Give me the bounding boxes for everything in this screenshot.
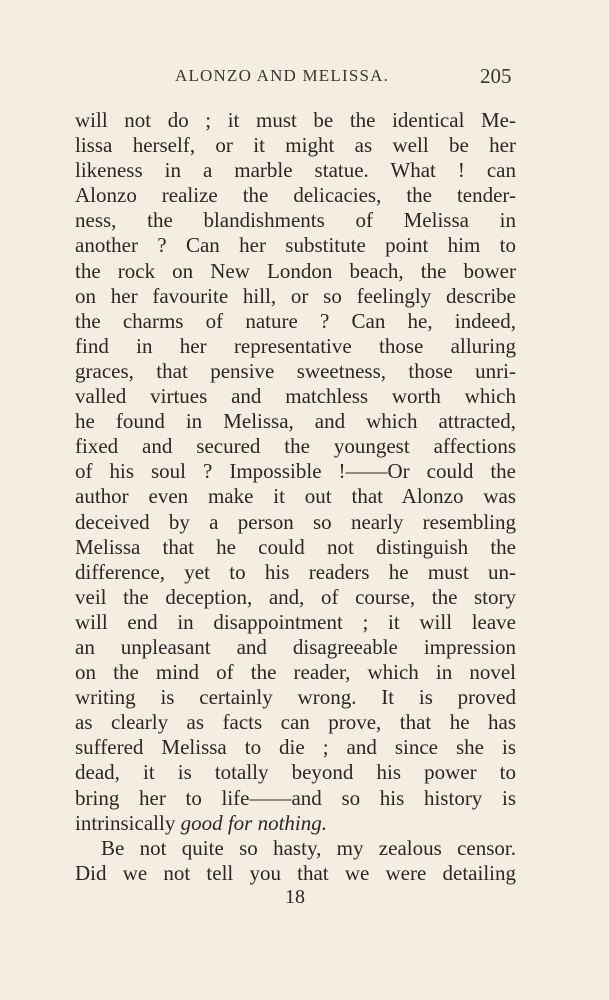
text-line: the rock on New London beach, the bower	[75, 258, 516, 283]
text-line: bring her to life——and so his history is	[75, 785, 516, 810]
text-line: fixed and secured the youngest affections	[75, 434, 516, 459]
page-number: 205	[480, 64, 512, 88]
text-line: an unpleasant and disagreeable impression	[75, 634, 516, 659]
text-line: another ? Can her substitute point him to	[75, 233, 516, 258]
text-line: difference, yet to his readers he must un-	[75, 559, 516, 584]
text-line: on her favourite hill, or so feelingly describe	[75, 283, 516, 308]
italic-phrase: good for nothing.	[180, 810, 328, 835]
printer-signature: 18	[285, 886, 305, 908]
paragraph-end-line	[75, 811, 516, 836]
text-line: likeness in a marble statue. What ! can	[75, 158, 516, 183]
text-line: deceived by a person so nearly resembling	[75, 509, 516, 534]
text-line: valled virtues and matchless worth which	[75, 384, 516, 409]
text-line: graces, that pensive sweetness, those unri-	[75, 358, 516, 383]
text-line: will end in disappointment ; it will leave	[75, 609, 516, 634]
text-line: writing is certainly wrong. It is proved	[75, 685, 516, 710]
body-text	[75, 108, 516, 886]
text-line: of his soul ? Impossible !——Or could the	[75, 459, 516, 484]
text-line: Did we not tell you that we were detailing	[75, 860, 516, 885]
text-line: suffered Melissa to die ; and since she is	[75, 735, 516, 760]
text-line: author even make it out that Alonzo was	[75, 484, 516, 509]
text-run: intrinsically	[75, 810, 181, 835]
running-head: ALONZO AND MELISSA.	[175, 66, 390, 85]
text-line: will not do ; it must be the identical Me-	[75, 108, 516, 132]
text-line: ness, the blandishments of Melissa in	[75, 208, 516, 233]
text-line: as clearly as facts can prove, that he has	[75, 710, 516, 735]
text-line: veil the deception, and, of course, the story	[75, 584, 516, 609]
text-line: lissa herself, or it might as well be her	[75, 133, 516, 158]
text-line: the charms of nature ? Can he, indeed,	[75, 308, 516, 333]
text-line: find in her representative those alluring	[75, 333, 516, 358]
text-line: he found in Melissa, and which attracted,	[75, 409, 516, 434]
text-line: Melissa that he could not distinguish the	[75, 534, 516, 559]
text-line: dead, it is totally beyond his power to	[75, 760, 516, 785]
text-line: Be not quite so hasty, my zealous censor.	[101, 835, 516, 860]
text-line: Alonzo realize the delicacies, the tender-	[75, 183, 516, 208]
text-line: on the mind of the reader, which in novel	[75, 660, 516, 685]
